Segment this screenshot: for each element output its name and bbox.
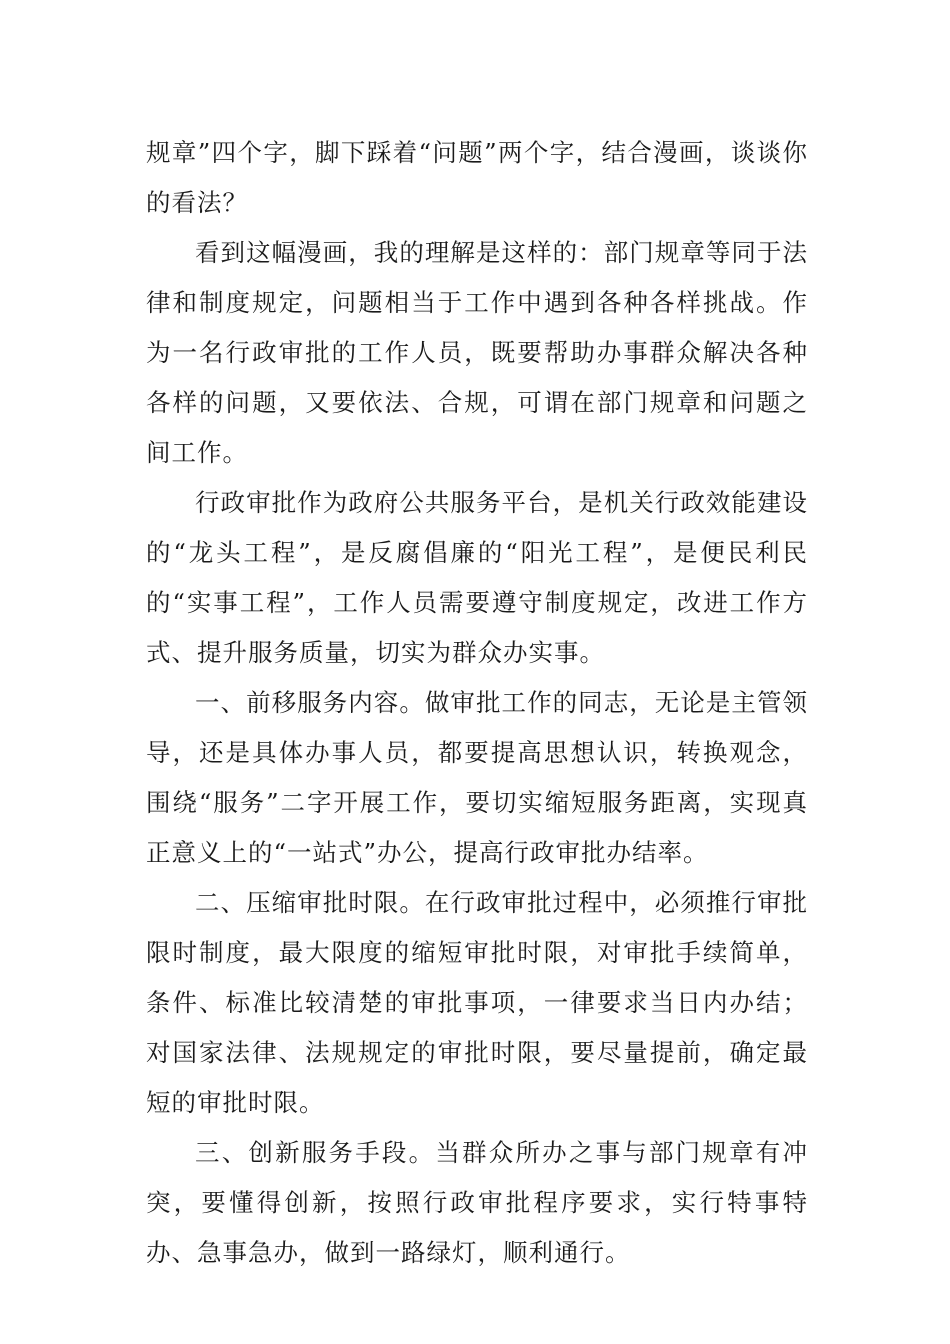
paragraph-question-continuation: 规章”四个字，脚下踩着“问题”两个字，结合漫画，谈谈你的看法？ [146,138,808,217]
paragraph-point-one: 一、前移服务内容。做审批工作的同志，无论是主管领导，还是具体办事人员，都要提高思想认识，转换观念，围绕“服务”二字开展工作，要切实缩短服务距离，实现真正意义上的“一站式”办公，提高行政审批办结率。 [146,688,808,867]
paragraph-point-two: 二、压缩审批时限。在行政审批过程中，必须推行审批限时制度，最大限度的缩短审批时限，对审批手续简单，条件、标准比较清楚的审批事项，一律要求当日内办结；对国家法律、法规规定的审批时限，要尽量提前，确定最短的审批时限。 [146,888,808,1117]
paragraph-understanding: 看到这幅漫画，我的理解是这样的：部门规章等同于法律和制度规定，问题相当于工作中遇到各种各样挑战。作为一名行政审批的工作人员，既要帮助办事群众解决各种各样的问题，又要依法、合规，可谓在部门规章和问题之间工作。 [146,238,808,467]
document-body [146,128,808,1278]
paragraph-administrative-approval: 行政审批作为政府公共服务平台，是机关行政效能建设的“龙头工程”，是反腐倡廉的“阳光工程”，是便民利民的“实事工程”，工作人员需要遵守制度规定，改进工作方式、提升服务质量，切实为群众办实事。 [146,488,808,667]
paragraph-point-three: 三、创新服务手段。当群众所办之事与部门规章有冲突，要懂得创新，按照行政审批程序要求，实行特事特办、急事急办，做到一路绿灯，顺利通行。 [146,1138,808,1267]
